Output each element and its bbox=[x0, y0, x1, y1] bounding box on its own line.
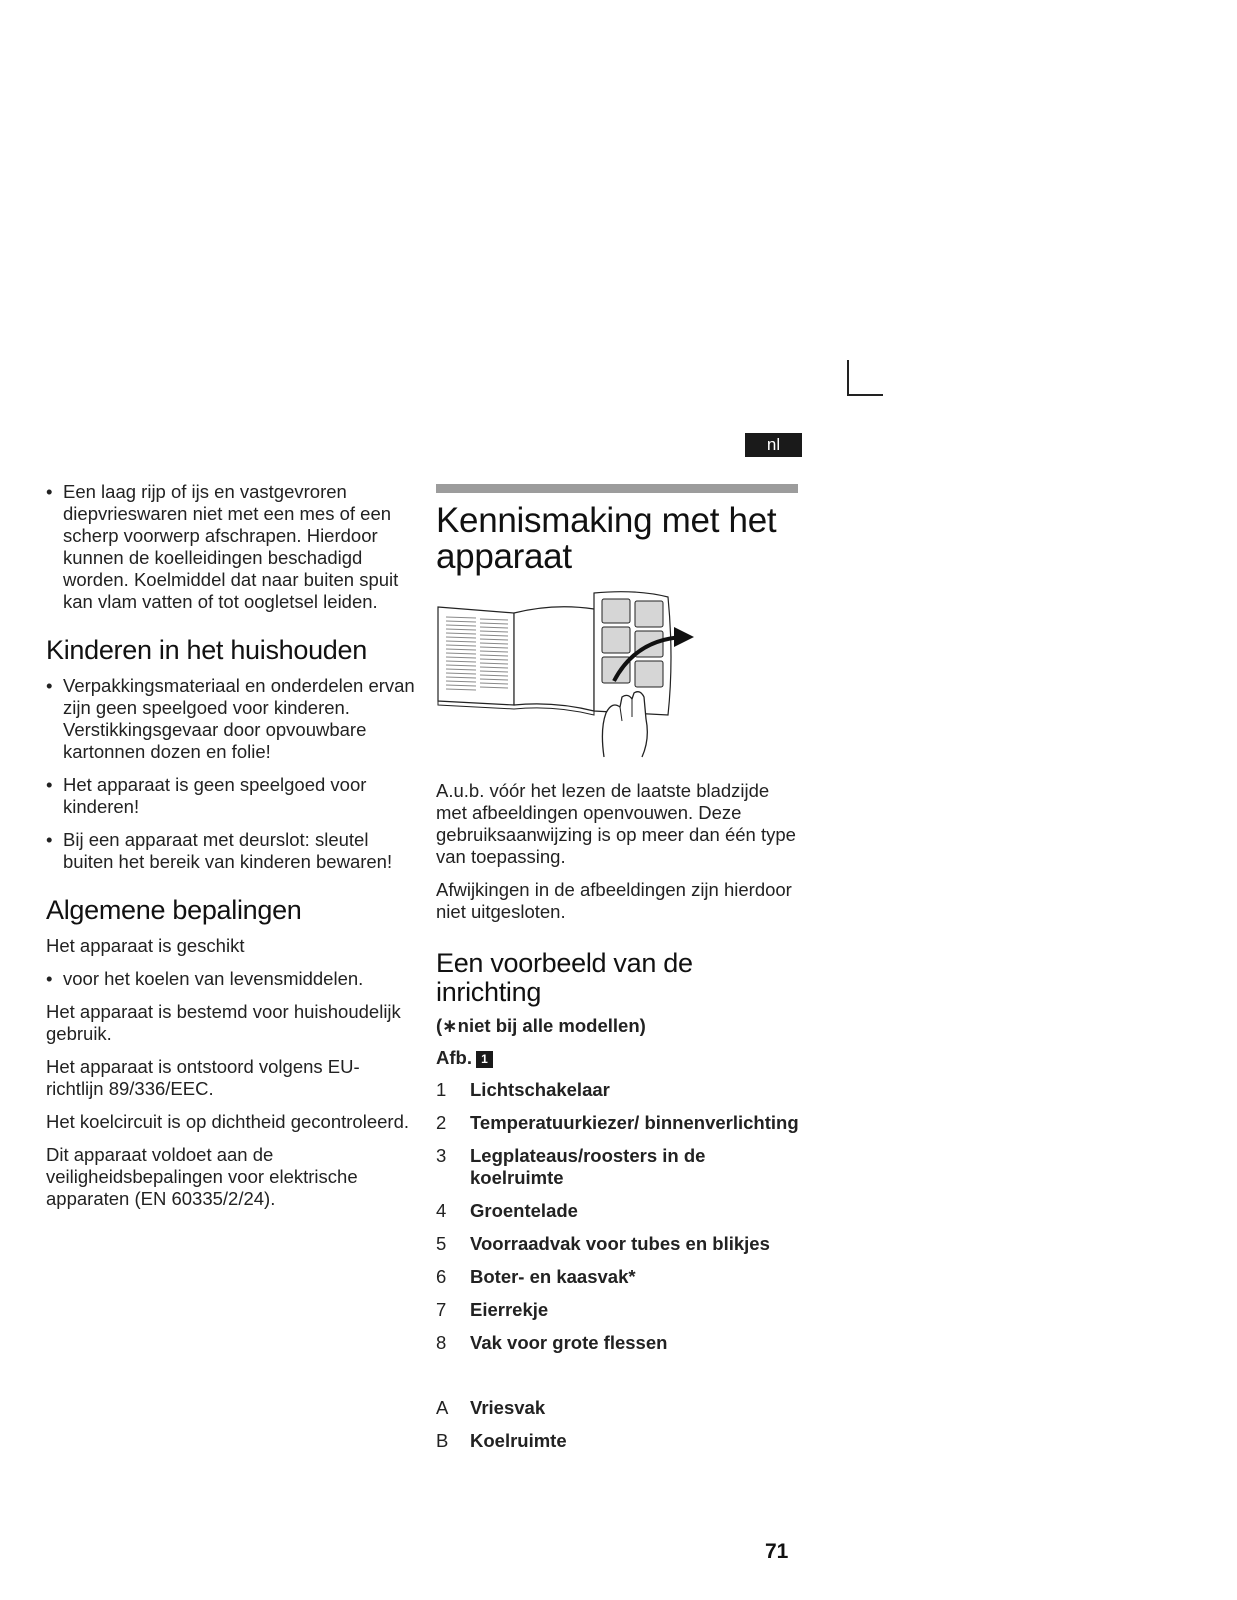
zones-list bbox=[436, 1397, 801, 1452]
right-column bbox=[436, 484, 801, 1463]
general-intro: Het apparaat is geschikt bbox=[46, 935, 245, 956]
page-title: Kennismaking met het apparaat bbox=[436, 501, 777, 576]
language-tag: nl bbox=[745, 433, 802, 457]
list-item: 1 Lichtschakelaar bbox=[436, 1079, 610, 1100]
paragraph: A.u.b. vóór het lezen de laatste bladzijde met afbeeldingen openvouwen. Deze gebruiksaanwijzing is op meer dan één type van toepassing. bbox=[436, 780, 796, 867]
list-item: 5 Voorraadvak voor tubes en blikjes bbox=[436, 1233, 770, 1254]
section-heading-general: Algemene bepalingen bbox=[46, 895, 302, 925]
list-item: 6 Boter- en kaasvak* bbox=[436, 1266, 636, 1287]
models-note: (∗niet bij alle modellen) bbox=[436, 1015, 646, 1036]
list-item: • Het apparaat is geen speelgoed voor kinderen! bbox=[46, 774, 416, 818]
list-item: A Vriesvak bbox=[436, 1397, 546, 1418]
section-heading-children: Kinderen in het huishouden bbox=[46, 635, 367, 665]
figure-reference bbox=[436, 1047, 801, 1069]
list-item: B Koelruimte bbox=[436, 1430, 567, 1451]
figure-label: Afb. bbox=[436, 1047, 472, 1068]
list-item: 2 Temperatuurkiezer/ binnenverlichting bbox=[436, 1112, 799, 1133]
general-bullet-list bbox=[46, 968, 416, 990]
paragraph: Dit apparaat voldoet aan de veiligheidsbepalingen voor elektrische apparaten (EN 60335/2/24). bbox=[46, 1144, 358, 1209]
parts-list bbox=[436, 1079, 801, 1354]
example-heading: Een voorbeeld van de inrichting bbox=[436, 948, 693, 1007]
fold-out-page-illustration bbox=[436, 589, 706, 764]
page-number: 71 bbox=[765, 1540, 789, 1563]
paragraph: Het apparaat is bestemd voor huishoudelijk gebruik. bbox=[46, 1001, 401, 1044]
list-item: • Bij een apparaat met deurslot: sleutel buiten het bereik van kinderen bewaren! bbox=[46, 829, 416, 873]
intro-bullet-list bbox=[46, 481, 416, 613]
list-item: • voor het koelen van levensmiddelen. bbox=[46, 968, 416, 990]
list-item: 8 Vak voor grote flessen bbox=[436, 1332, 668, 1353]
list-item: • Verpakkingsmateriaal en onderdelen ervan zijn geen speelgoed voor kinderen. Verstikkingsgevaar door opvouwbare kartonnen dozen en folie! bbox=[46, 675, 416, 763]
paragraph: Het apparaat is ontstoord volgens EU-richtlijn 89/336/EEC. bbox=[46, 1056, 360, 1099]
list-item: 7 Eierrekje bbox=[436, 1299, 549, 1320]
paragraph: Afwijkingen in de afbeeldingen zijn hierdoor niet uitgesloten. bbox=[436, 879, 792, 922]
section-rule bbox=[436, 484, 798, 493]
children-bullet-list bbox=[46, 675, 416, 873]
paragraph: Het koelcircuit is op dichtheid gecontroleerd. bbox=[46, 1111, 409, 1132]
figure-number-badge: 1 bbox=[476, 1051, 493, 1068]
crop-mark bbox=[847, 360, 883, 396]
list-item: • Een laag rijp of ijs en vastgevroren diepvrieswaren niet met een mes of een scherp voorwerp afschrapen. Hierdoor kunnen de koelleidingen beschadigd worden. Koelmiddel dat naar buiten spuit kan vlam vatten of tot oogletsel leiden. bbox=[46, 481, 416, 613]
list-item: 4 Groentelade bbox=[436, 1200, 578, 1221]
list-item: 3 Legplateaus/roosters in de koelruimte bbox=[436, 1145, 706, 1188]
left-column bbox=[46, 481, 416, 1221]
